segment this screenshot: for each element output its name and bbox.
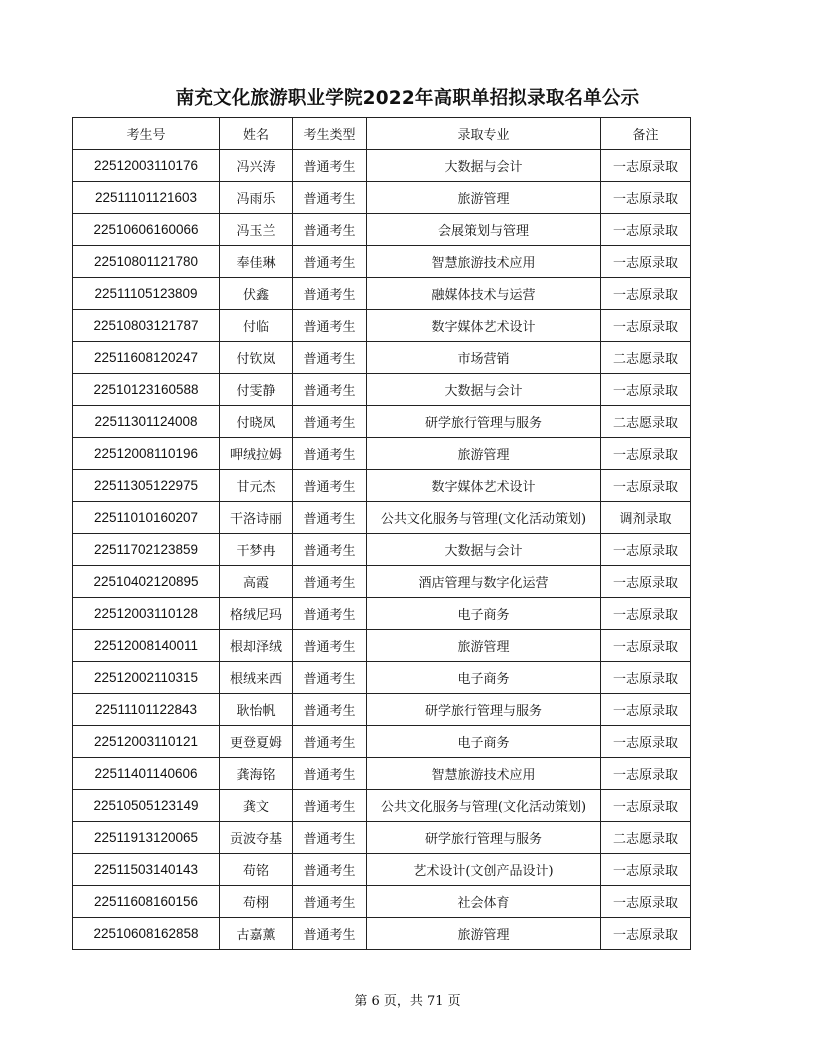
- candidate-type-cell: 普通考生: [293, 822, 367, 854]
- name-cell: 冯玉兰: [220, 214, 293, 246]
- document-title: 南充文化旅游职业学院2022年高职单招拟录取名单公示: [175, 88, 640, 109]
- exam-number-cell: 22511503140143: [73, 854, 220, 886]
- exam-number-cell: 22512008110196: [73, 438, 220, 470]
- table-row: [73, 694, 691, 726]
- candidate-type-cell: 普通考生: [293, 310, 367, 342]
- candidate-type-cell: 普通考生: [293, 502, 367, 534]
- remarks-cell: 一志原录取: [601, 182, 691, 214]
- exam-number-cell: 22511608120247: [73, 342, 220, 374]
- table-row: [73, 790, 691, 822]
- remarks-cell: 调剂录取: [601, 502, 691, 534]
- major-cell: 旅游管理: [367, 182, 601, 214]
- name-cell: 根却泽绒: [220, 630, 293, 662]
- exam-number-cell: 22510803121787: [73, 310, 220, 342]
- header-remarks: 备注: [601, 118, 691, 150]
- major-cell: 旅游管理: [367, 918, 601, 950]
- candidate-type-cell: 普通考生: [293, 854, 367, 886]
- exam-number-cell: 22512003110176: [73, 150, 220, 182]
- exam-number-cell: 22510608162858: [73, 918, 220, 950]
- major-cell: 研学旅行管理与服务: [367, 822, 601, 854]
- table-row: [73, 886, 691, 918]
- remarks-cell: 一志原录取: [601, 886, 691, 918]
- remarks-cell: 一志原录取: [601, 662, 691, 694]
- name-cell: 格绒尼玛: [220, 598, 293, 630]
- table-row: [73, 822, 691, 854]
- name-cell: 苟铭: [220, 854, 293, 886]
- exam-number-cell: 22510505123149: [73, 790, 220, 822]
- name-cell: 付雯静: [220, 374, 293, 406]
- remarks-cell: 一志原录取: [601, 758, 691, 790]
- major-cell: 市场营销: [367, 342, 601, 374]
- table-row: [73, 566, 691, 598]
- table-row: [73, 470, 691, 502]
- table-row: [73, 918, 691, 950]
- header-candidate-type: 考生类型: [293, 118, 367, 150]
- candidate-type-cell: 普通考生: [293, 790, 367, 822]
- remarks-cell: 一志原录取: [601, 534, 691, 566]
- major-cell: 酒店管理与数字化运营: [367, 566, 601, 598]
- name-cell: 付晓凤: [220, 406, 293, 438]
- exam-number-cell: 22512008140011: [73, 630, 220, 662]
- exam-number-cell: 22510606160066: [73, 214, 220, 246]
- exam-number-cell: 22511401140606: [73, 758, 220, 790]
- exam-number-cell: 22511101121603: [73, 182, 220, 214]
- exam-number-cell: 22511913120065: [73, 822, 220, 854]
- major-cell: 旅游管理: [367, 438, 601, 470]
- candidate-type-cell: 普通考生: [293, 662, 367, 694]
- candidate-type-cell: 普通考生: [293, 342, 367, 374]
- remarks-cell: 一志原录取: [601, 438, 691, 470]
- table-row: [73, 502, 691, 534]
- major-cell: 融媒体技术与运营: [367, 278, 601, 310]
- table-row: [73, 758, 691, 790]
- major-cell: 大数据与会计: [367, 150, 601, 182]
- candidate-type-cell: 普通考生: [293, 758, 367, 790]
- name-cell: 龚文: [220, 790, 293, 822]
- major-cell: 艺术设计(文创产品设计): [367, 854, 601, 886]
- exam-number-cell: 22511101122843: [73, 694, 220, 726]
- exam-number-cell: 22512003110121: [73, 726, 220, 758]
- exam-number-cell: 22511105123809: [73, 278, 220, 310]
- name-cell: 冯雨乐: [220, 182, 293, 214]
- table-row: [73, 662, 691, 694]
- major-cell: 数字媒体艺术设计: [367, 470, 601, 502]
- remarks-cell: 一志原录取: [601, 246, 691, 278]
- exam-number-cell: 22510123160588: [73, 374, 220, 406]
- table-row: [73, 246, 691, 278]
- exam-number-cell: 22511305122975: [73, 470, 220, 502]
- major-cell: 电子商务: [367, 598, 601, 630]
- table-row: [73, 854, 691, 886]
- remarks-cell: 一志原录取: [601, 310, 691, 342]
- table-row: [73, 182, 691, 214]
- page-footer: 第 6 页，共 71 页: [354, 994, 461, 1009]
- exam-number-cell: 22510801121780: [73, 246, 220, 278]
- remarks-cell: 一志原录取: [601, 150, 691, 182]
- table-row: [73, 150, 691, 182]
- admission-table: [72, 117, 691, 950]
- major-cell: 智慧旅游技术应用: [367, 758, 601, 790]
- name-cell: 耿怡帆: [220, 694, 293, 726]
- table-row: [73, 214, 691, 246]
- candidate-type-cell: 普通考生: [293, 630, 367, 662]
- table-row: [73, 630, 691, 662]
- candidate-type-cell: 普通考生: [293, 918, 367, 950]
- major-cell: 旅游管理: [367, 630, 601, 662]
- exam-number-cell: 22511301124008: [73, 406, 220, 438]
- remarks-cell: 一志原录取: [601, 854, 691, 886]
- table-row: [73, 278, 691, 310]
- remarks-cell: 一志原录取: [601, 598, 691, 630]
- major-cell: 智慧旅游技术应用: [367, 246, 601, 278]
- remarks-cell: 一志原录取: [601, 918, 691, 950]
- table-row: [73, 374, 691, 406]
- major-cell: 研学旅行管理与服务: [367, 694, 601, 726]
- name-cell: 干梦冉: [220, 534, 293, 566]
- header-exam-number: 考生号: [73, 118, 220, 150]
- name-cell: 古嘉薰: [220, 918, 293, 950]
- table-row: [73, 342, 691, 374]
- table-header-row: [73, 118, 691, 150]
- candidate-type-cell: 普通考生: [293, 406, 367, 438]
- remarks-cell: 一志原录取: [601, 374, 691, 406]
- name-cell: 干洛诗丽: [220, 502, 293, 534]
- major-cell: 大数据与会计: [367, 534, 601, 566]
- exam-number-cell: 22511702123859: [73, 534, 220, 566]
- remarks-cell: 一志原录取: [601, 694, 691, 726]
- exam-number-cell: 22510402120895: [73, 566, 220, 598]
- name-cell: 冯兴涛: [220, 150, 293, 182]
- candidate-type-cell: 普通考生: [293, 246, 367, 278]
- candidate-type-cell: 普通考生: [293, 886, 367, 918]
- header-admitted-major: 录取专业: [367, 118, 601, 150]
- name-cell: 奉佳琳: [220, 246, 293, 278]
- candidate-type-cell: 普通考生: [293, 214, 367, 246]
- major-cell: 研学旅行管理与服务: [367, 406, 601, 438]
- remarks-cell: 一志原录取: [601, 470, 691, 502]
- name-cell: 伏鑫: [220, 278, 293, 310]
- name-cell: 贡波夺基: [220, 822, 293, 854]
- remarks-cell: 一志原录取: [601, 790, 691, 822]
- name-cell: 龚海铭: [220, 758, 293, 790]
- remarks-cell: 一志原录取: [601, 278, 691, 310]
- remarks-cell: 二志愿录取: [601, 342, 691, 374]
- candidate-type-cell: 普通考生: [293, 470, 367, 502]
- major-cell: 公共文化服务与管理(文化活动策划): [367, 790, 601, 822]
- exam-number-cell: 22511010160207: [73, 502, 220, 534]
- remarks-cell: 一志原录取: [601, 630, 691, 662]
- table-row: [73, 310, 691, 342]
- major-cell: 电子商务: [367, 662, 601, 694]
- candidate-type-cell: 普通考生: [293, 566, 367, 598]
- remarks-cell: 一志原录取: [601, 566, 691, 598]
- remarks-cell: 一志原录取: [601, 726, 691, 758]
- candidate-type-cell: 普通考生: [293, 534, 367, 566]
- exam-number-cell: 22511608160156: [73, 886, 220, 918]
- name-cell: 更登夏姆: [220, 726, 293, 758]
- candidate-type-cell: 普通考生: [293, 438, 367, 470]
- candidate-type-cell: 普通考生: [293, 694, 367, 726]
- candidate-type-cell: 普通考生: [293, 726, 367, 758]
- major-cell: 电子商务: [367, 726, 601, 758]
- table-row: [73, 438, 691, 470]
- name-cell: 付临: [220, 310, 293, 342]
- exam-number-cell: 22512002110315: [73, 662, 220, 694]
- major-cell: 会展策划与管理: [367, 214, 601, 246]
- table-row: [73, 406, 691, 438]
- candidate-type-cell: 普通考生: [293, 150, 367, 182]
- name-cell: 呷绒拉姆: [220, 438, 293, 470]
- remarks-cell: 二志愿录取: [601, 822, 691, 854]
- table-row: [73, 726, 691, 758]
- major-cell: 公共文化服务与管理(文化活动策划): [367, 502, 601, 534]
- name-cell: 付钦岚: [220, 342, 293, 374]
- candidate-type-cell: 普通考生: [293, 278, 367, 310]
- candidate-type-cell: 普通考生: [293, 598, 367, 630]
- exam-number-cell: 22512003110128: [73, 598, 220, 630]
- name-cell: 高霞: [220, 566, 293, 598]
- remarks-cell: 二志愿录取: [601, 406, 691, 438]
- major-cell: 数字媒体艺术设计: [367, 310, 601, 342]
- major-cell: 大数据与会计: [367, 374, 601, 406]
- name-cell: 苟栩: [220, 886, 293, 918]
- name-cell: 根绒来西: [220, 662, 293, 694]
- remarks-cell: 一志原录取: [601, 214, 691, 246]
- table-row: [73, 534, 691, 566]
- table-row: [73, 598, 691, 630]
- candidate-type-cell: 普通考生: [293, 374, 367, 406]
- major-cell: 社会体育: [367, 886, 601, 918]
- header-name: 姓名: [220, 118, 293, 150]
- name-cell: 甘元杰: [220, 470, 293, 502]
- candidate-type-cell: 普通考生: [293, 182, 367, 214]
